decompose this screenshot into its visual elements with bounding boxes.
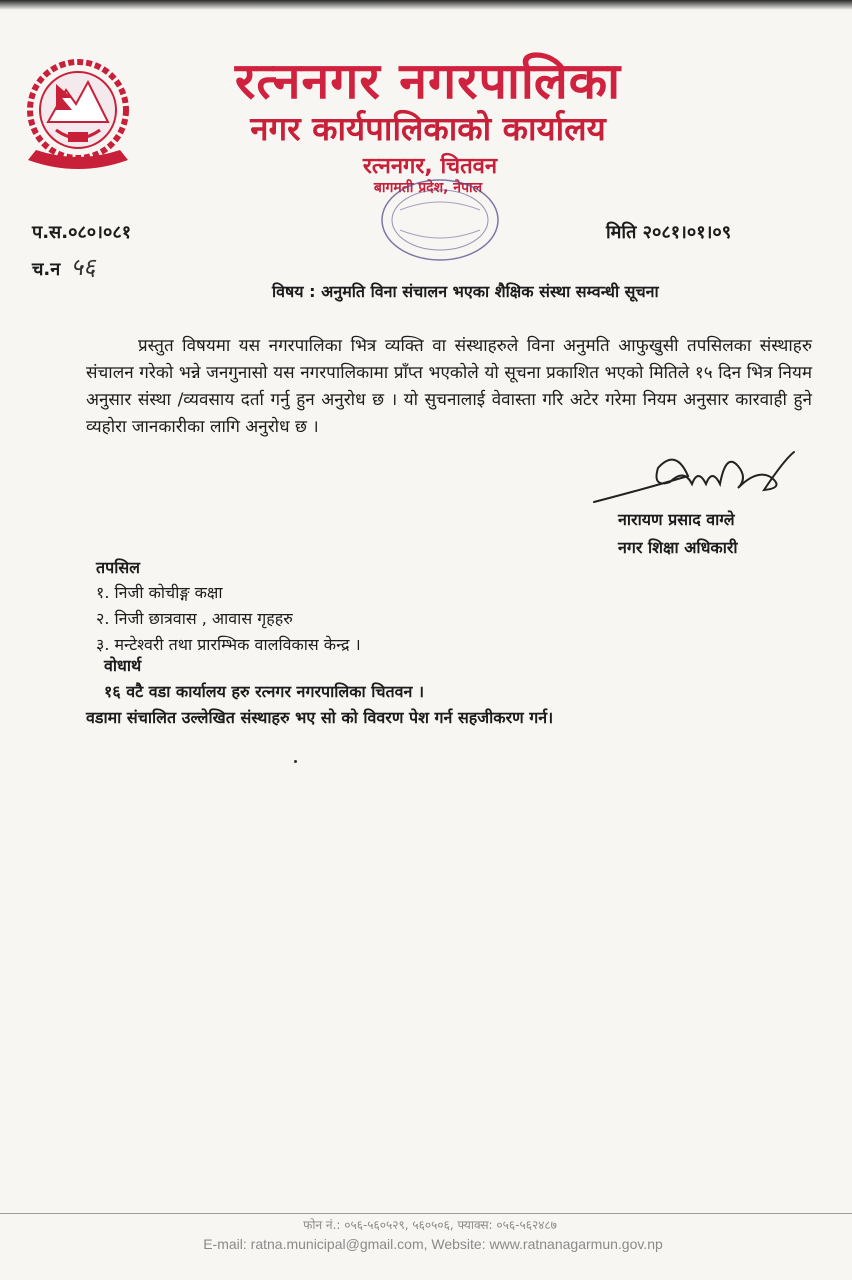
footer-email-website: E-mail: ratna.municipal@gmail.com, Website: www.ratnanagarmun.gov.np bbox=[203, 1236, 663, 1252]
bodhartha-line-1: १६ वटै वडा कार्यालय हरु रत्नगर नगरपालिका चितवन । bbox=[104, 682, 425, 701]
signature-icon bbox=[588, 438, 808, 518]
signatory-title: नगर शिक्षा अधिकारी bbox=[618, 538, 738, 557]
dispatch-label: च.न bbox=[32, 259, 61, 280]
office-location: रत्ननगर, चितवन bbox=[362, 154, 498, 179]
tapsil-list bbox=[96, 580, 361, 658]
letter-subject: विषय : अनुमति विना संचालन भएका शैक्षिक संस्था सम्वन्धी सूचना bbox=[272, 282, 659, 301]
footer-phone: फोन नं.: ०५६-५६०५२९, ५६०५०६, फ्याक्स: ०५६-५६२४८७ bbox=[303, 1218, 557, 1232]
office-stamp-icon bbox=[360, 170, 520, 270]
office-province: बागमती प्रदेश, नेपाल bbox=[373, 180, 483, 196]
bodhartha-line-2: वडामा संचालित उल्लेखित संस्थाहरु भए सो को विवरण पेश गर्न सहजीकरण गर्न। bbox=[86, 708, 554, 727]
nepal-emblem-icon bbox=[8, 50, 148, 180]
letter-date: मिति २०८१।०१।०९ bbox=[606, 222, 732, 243]
office-name: नगर कार्यपालिकाको कार्यालय bbox=[250, 109, 606, 148]
stray-mark bbox=[294, 760, 297, 763]
tapsil-heading: तपसिल bbox=[96, 558, 141, 577]
scan-edge-shadow bbox=[0, 0, 852, 10]
list-item: १. निजी कोचीङ्ग कक्षा bbox=[96, 583, 223, 602]
bodhartha-heading: वोधार्थ bbox=[104, 656, 142, 675]
municipality-name: रत्ननगर नगरपालिका bbox=[234, 52, 622, 110]
list-item: २. निजी छात्रवास , आवास गृहहरु bbox=[96, 609, 293, 628]
signatory-name: नारायण प्रसाद वाग्ले bbox=[618, 510, 735, 529]
letter-body: प्रस्तुत विषयमा यस नगरपालिका भित्र व्यक्ति वा संस्थाहरुले विना अनुमति आफुखुसी तपसिलका संस्थाहरु संचालन गरेको भन्ने जनगुनासो यस नगरपालिकामा प्राँप्त भएकोले यो सूचना प्रकाशित भएको मितिले १५ दिन भित्र नियम अनुसार संस्था /व्यवसाय दर्ता गर्नु हुन अनुरोध छ । यो सुचनालाई वेवास्ता गरि अटेर गरेमा नियम अनुसार कारवाही हुने व्यहोरा जानकारीका लागि अनुरोध छ । bbox=[86, 336, 812, 437]
dispatch-value: ५६ bbox=[70, 253, 96, 281]
dispatch-number bbox=[32, 250, 96, 283]
footer-divider bbox=[0, 1213, 852, 1214]
reference-number: प.स.०८०।०८१ bbox=[32, 222, 132, 243]
list-item: ३. मन्टेश्वरी तथा प्रारम्भिक वालविकास केन्द्र । bbox=[96, 635, 361, 654]
